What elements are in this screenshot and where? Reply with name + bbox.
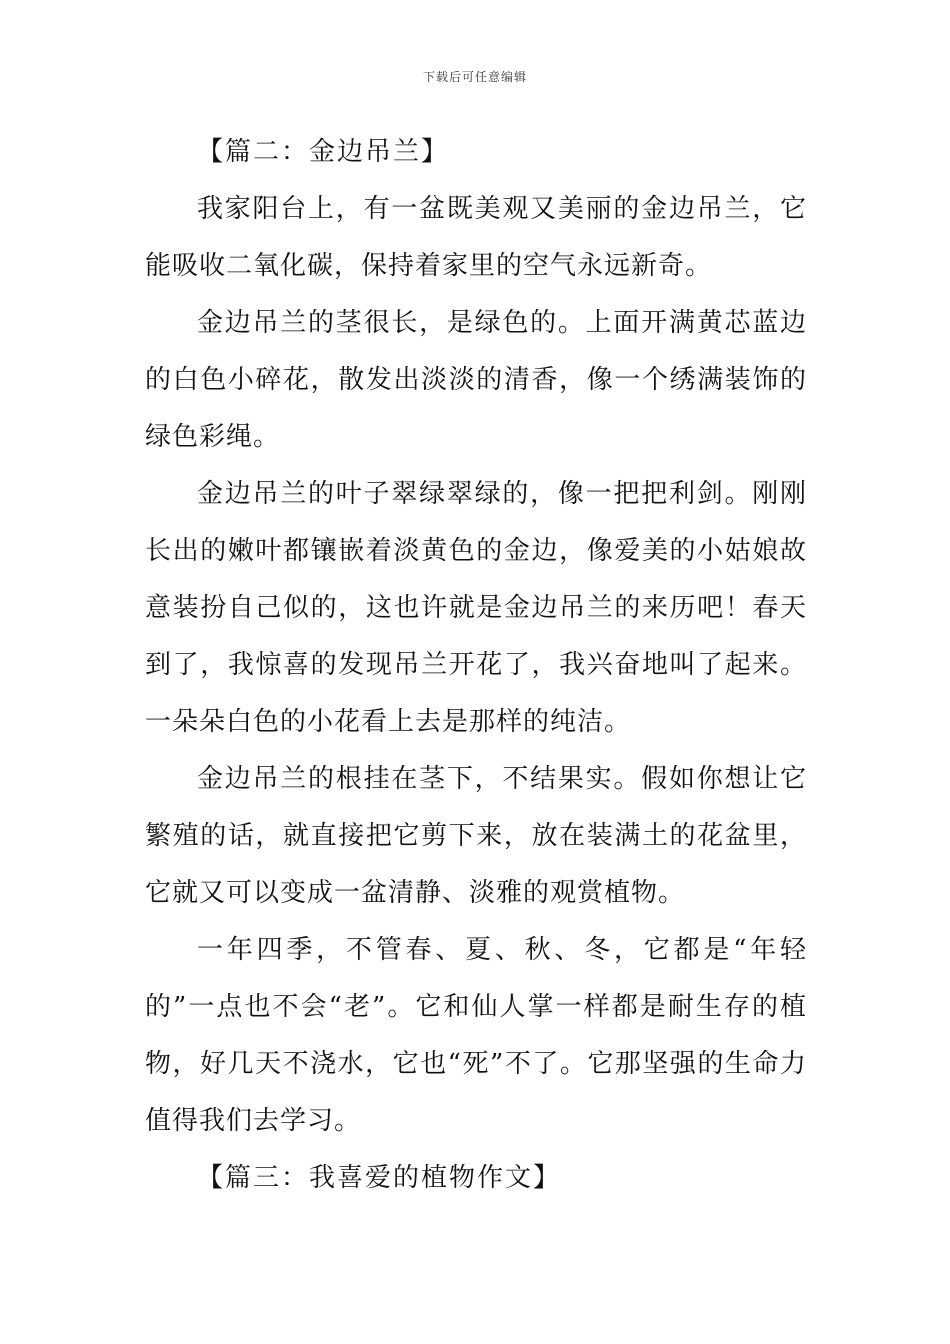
paragraph-1: 我家阳台上，有一盆既美观又美丽的金边吊兰，它能吸收二氧化碳，保持着家里的空气永远新奇。 bbox=[145, 194, 807, 281]
paragraph-2: 金边吊兰的茎很长，是绿色的。上面开满黄芯蓝边的白色小碎花，散发出淡淡的清香，像一个绣满装饰的绿色彩绳。 bbox=[145, 308, 807, 452]
paragraph-3: 金边吊兰的叶子翠绿翠绿的，像一把把利剑。刚刚长出的嫩叶都镶嵌着淡黄色的金边，像爱美的小姑娘故意装扮自己似的，这也许就是金边吊兰的来历吧！春天到了，我惊喜的发现吊兰开花了，我兴奋地叫了起来。一朵朵白色的小花看上去是那样的纯洁。 bbox=[145, 479, 807, 737]
section-heading-three: 【篇三：我喜爱的植物作文】 bbox=[197, 1163, 562, 1193]
header-note: 下载后可任意编辑 bbox=[422, 70, 527, 84]
paragraph-4: 金边吊兰的根挂在茎下，不结果实。假如你想让它繁殖的话，就直接把它剪下来，放在装满土的花盆里，它就又可以变成一盆清静、淡雅的观赏植物。 bbox=[145, 764, 807, 908]
paragraph-5: 一年四季，不管春、夏、秋、冬，它都是“年轻的”一点也不会“老”。它和仙人掌一样都是耐生存的植物，好几天不浇水，它也“死”不了。它那坚强的生命力值得我们去学习。 bbox=[145, 935, 807, 1136]
document-body bbox=[145, 124, 807, 1207]
section-heading-two: 【篇二：金边吊兰】 bbox=[197, 137, 450, 167]
